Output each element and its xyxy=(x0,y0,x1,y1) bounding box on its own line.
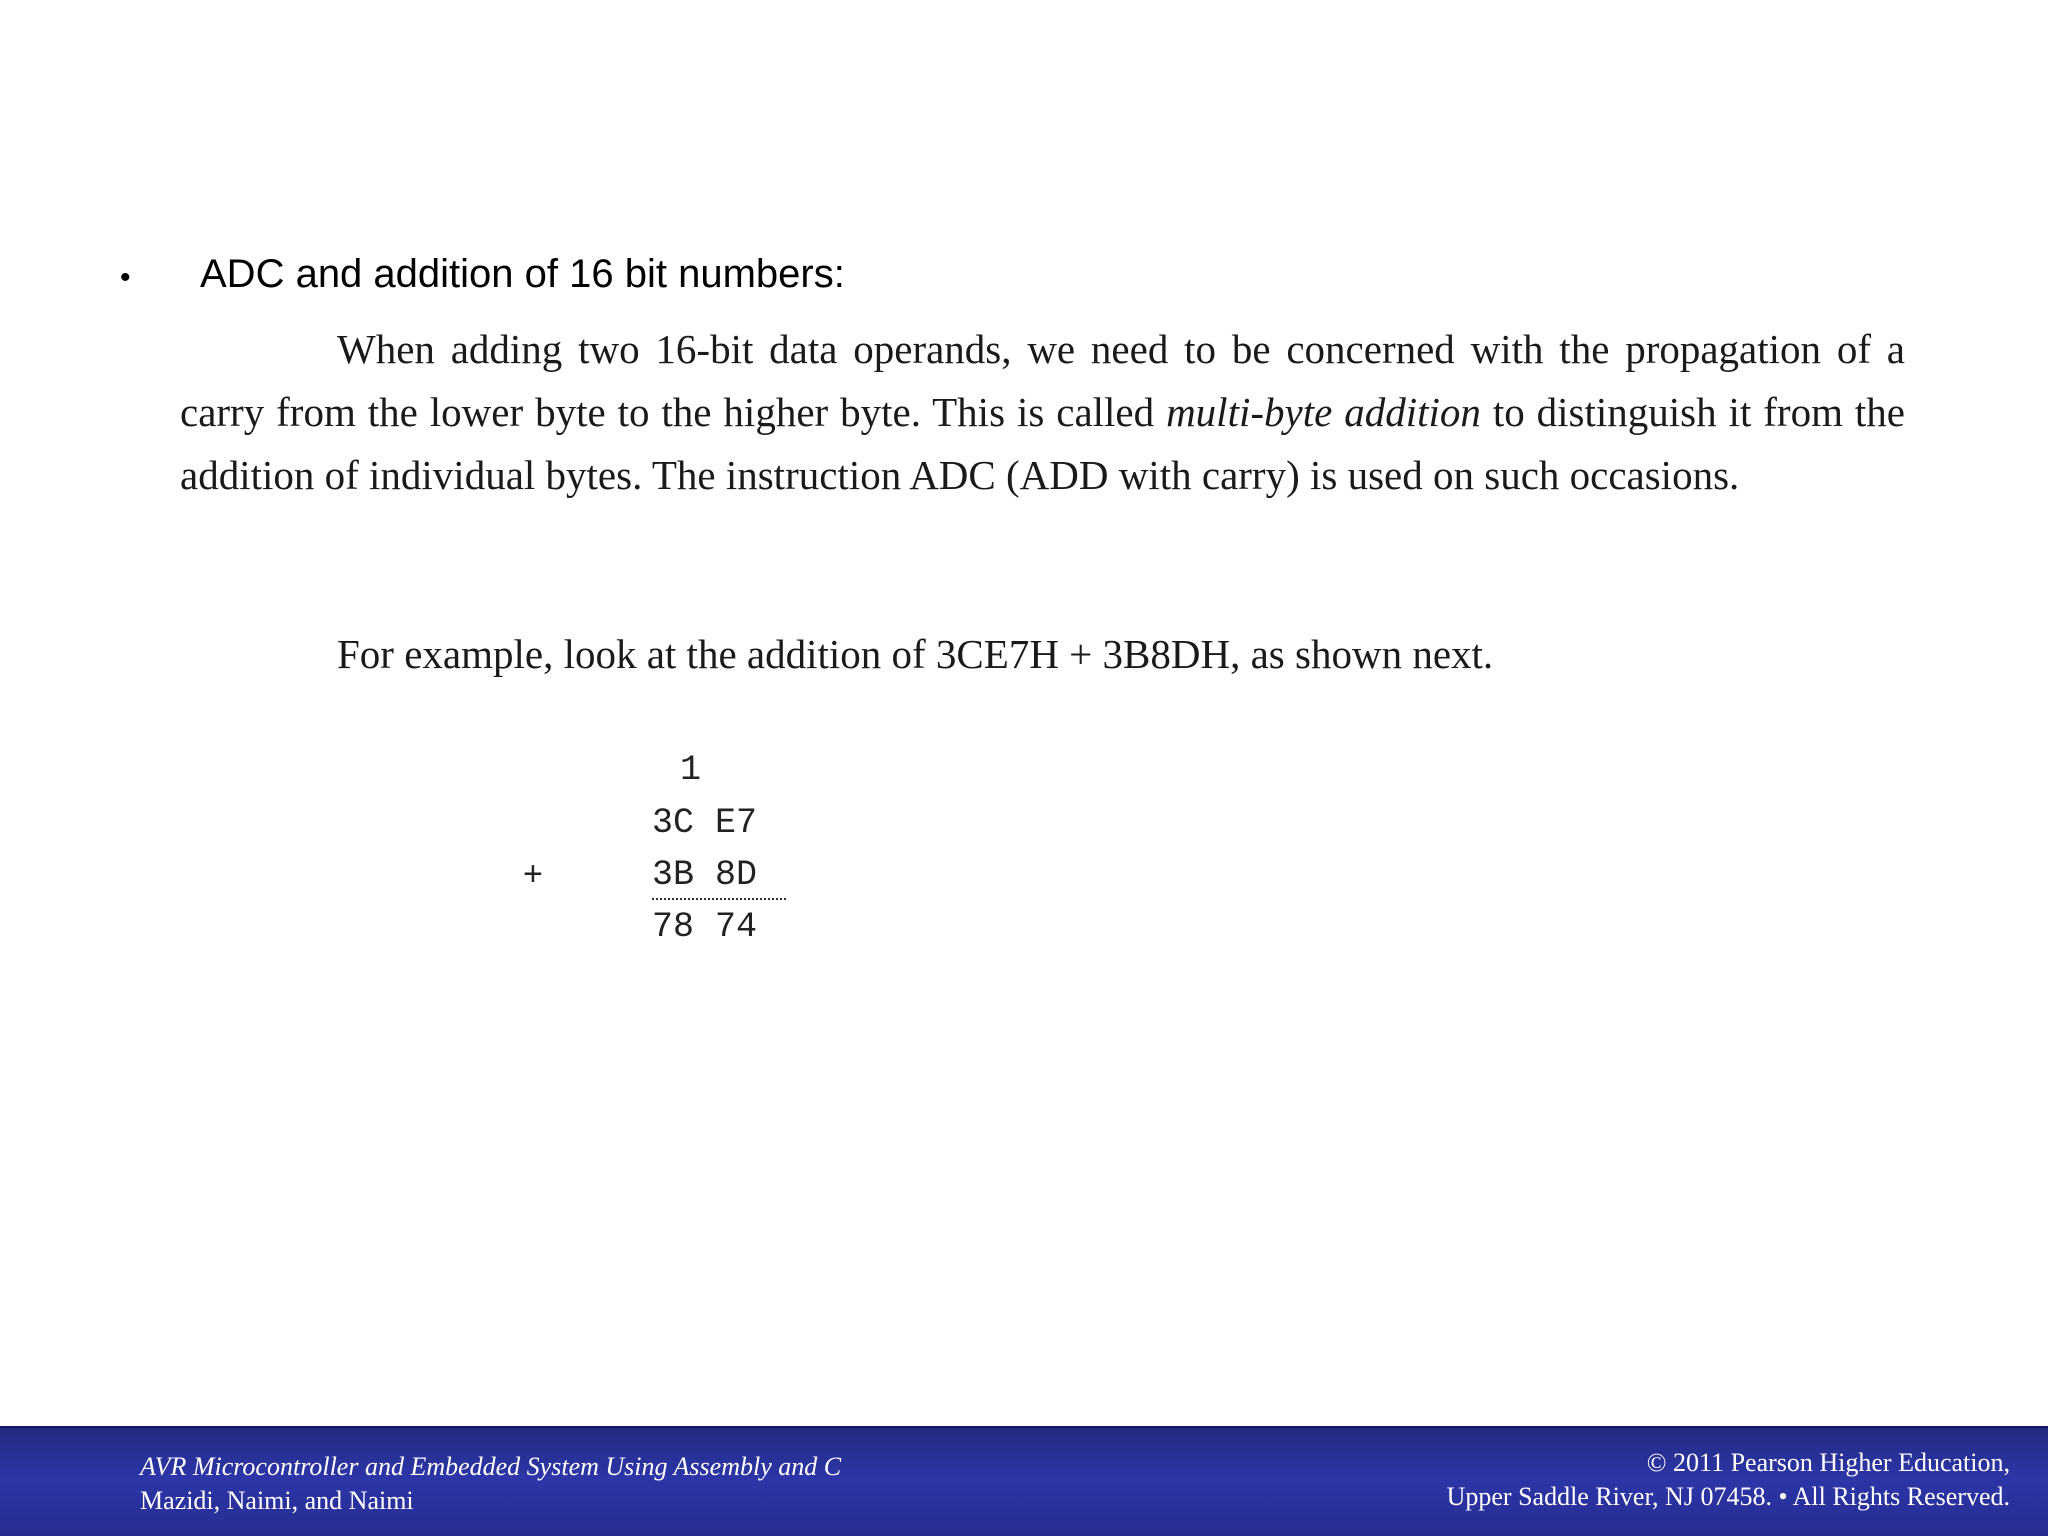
sum-underline xyxy=(652,898,786,900)
footer-copyright xyxy=(1447,1446,2010,1514)
bullet-text: ADC and addition of 16 bit numbers: xyxy=(200,252,845,296)
book-excerpt-paragraph xyxy=(180,318,1905,507)
footer-book-info xyxy=(140,1450,841,1518)
carry-digit: 1 xyxy=(680,750,702,790)
excerpt-text-part1: When adding two 16-bit data operands, we need to be concerned with the propagation of a carry from the lower byte to the higher byte. This is called xyxy=(180,326,1905,435)
footer-authors: Mazidi, Naimi, and Naimi xyxy=(140,1486,414,1515)
operand-one: 3C E7 xyxy=(652,803,758,843)
example-sentence: For example, look at the addition of 3CE7H + 3B8DH, as shown next. xyxy=(337,631,1494,677)
footer-bar xyxy=(0,1426,2048,1536)
sum-result: 78 74 xyxy=(652,907,758,947)
footer-copyright-line1: © 2011 Pearson Higher Education, xyxy=(1646,1448,2010,1477)
footer-copyright-line2: Upper Saddle River, NJ 07458. • All Rights Reserved. xyxy=(1446,1482,2010,1511)
plus-operator: + xyxy=(523,855,543,893)
excerpt-text-part2: to distinguish it from the addition of individual bytes. The instruction ADC (ADD with carry) is used on such occasions. xyxy=(180,389,1905,498)
excerpt-italic-term: multi-byte addition xyxy=(1166,389,1481,435)
footer-book-title: AVR Microcontroller and Embedded System Using Assembly and C xyxy=(140,1452,842,1481)
operand-two: 3B 8D xyxy=(652,855,758,895)
bullet-item xyxy=(120,252,845,297)
bullet-icon: • xyxy=(120,261,131,294)
